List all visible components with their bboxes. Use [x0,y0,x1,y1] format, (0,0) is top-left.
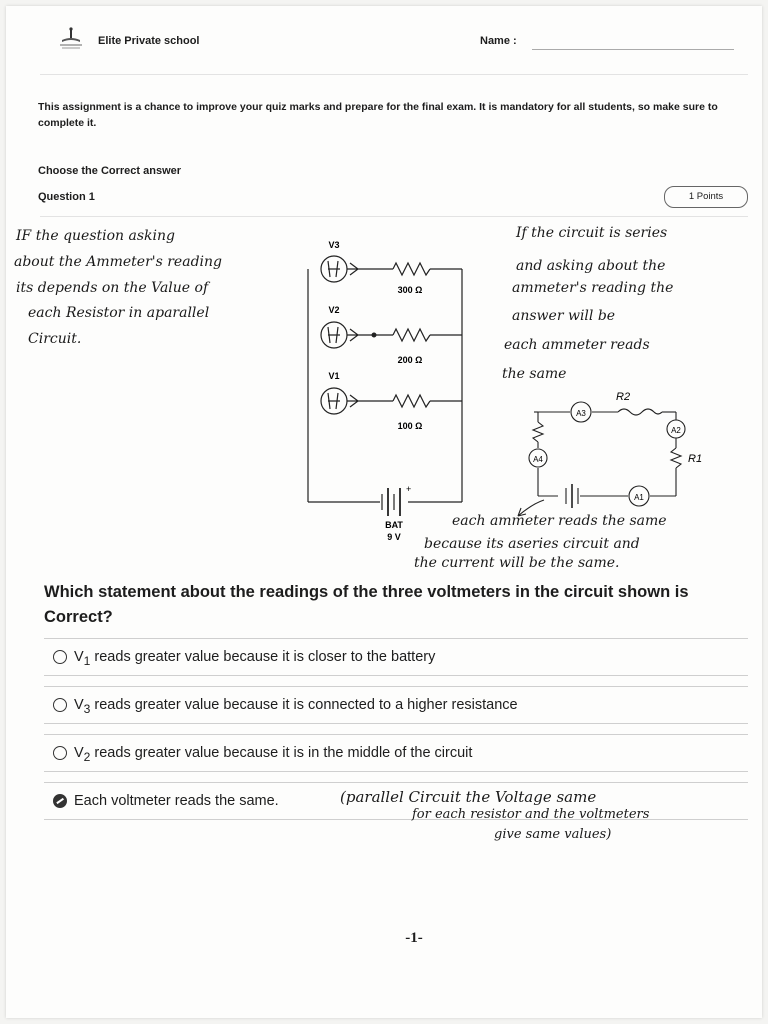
battery-plus-sign: + [406,484,412,494]
voltmeter-label-v1: V1 [328,371,340,381]
handwritten-right-note-line: If the circuit is series [516,225,668,241]
resistor-label-100: 100 Ω [397,421,423,431]
resistor-label-200: 200 Ω [397,355,423,365]
handwritten-answer-note-line: (parallel Circuit the Voltage same [340,788,597,806]
battery-voltage: 9 V [387,532,401,542]
handwritten-right-note-line: ammeter's reading the [512,280,674,296]
handwritten-right-note-line: and asking about the [516,258,666,274]
points-badge: 1 Points [664,186,748,208]
resistor-label-300: 300 Ω [397,285,423,295]
voltmeter-label-v2: V2 [328,305,340,315]
series-circuit-sketch [518,386,718,510]
sketch-label-a2: A2 [671,426,681,435]
page-number: -1- [405,930,423,946]
handwritten-answer-note-line: for each resistor and the voltmeters [412,807,650,822]
answer-option-v2[interactable] [44,734,748,772]
battery-label: BAT [385,520,403,530]
answer-option-v3[interactable] [44,686,748,724]
handwritten-left-note-line: about the Ammeter's reading [14,254,222,270]
handwritten-right-note-line: each ammeter reads [504,337,650,353]
handwritten-bottom-note-line: each ammeter reads the same [452,513,667,529]
name-label: Name : [480,35,517,47]
handwritten-right-note-line: answer will be [512,308,616,324]
handwritten-left-note-line: Circuit. [28,331,82,347]
sketch-label-a4: A4 [533,455,543,464]
radio-button-selected-icon[interactable] [53,794,67,808]
radio-button-icon[interactable] [53,650,67,664]
option-label: Each voltmeter reads the same. [74,793,279,809]
answer-option-v1[interactable] [44,638,748,676]
option-label: $V_3$ reads greater value because it is connected to a higher resistance [74,697,518,716]
radio-button-icon[interactable] [53,746,67,760]
section-title: Choose the Correct answer [38,165,182,177]
question-number: Question 1 [38,191,95,203]
radio-button-icon[interactable] [53,698,67,712]
handwritten-left-note-line: each Resistor in aparallel [28,305,210,321]
parallel-circuit-diagram [290,230,480,550]
handwritten-bottom-note-line: the current will be the same. [414,555,620,571]
handwritten-right-note-line: the same [502,366,567,382]
school-name: Elite Private school [98,35,200,47]
divider [40,74,748,75]
handwritten-left-note-line: its depends on the Value of [16,280,209,296]
voltmeter-label-v3: V3 [328,240,340,250]
sketch-label-r2: R2 [616,391,631,403]
handwritten-bottom-note-line: because its aseries circuit and [424,536,640,552]
handwritten-left-note-line: IF the question asking [16,228,175,244]
intro-text: This assignment is a chance to improve your quiz marks and prepare for the final exam. It is mandatory for all students, so make sure to complete it. [38,101,718,129]
handwritten-answer-note-line: give same values) [494,827,612,842]
divider [40,216,748,217]
question-text: Which statement about the readings of the three voltmeters in the circuit shown is Correct? [44,583,689,626]
school-logo [56,26,86,52]
sketch-label-a1: A1 [634,493,644,502]
name-field-line[interactable] [532,49,734,50]
sketch-label-a3: A3 [576,409,586,418]
option-label: $V_2$ reads greater value because it is in the middle of the circuit [74,745,473,764]
option-label: $V_1$ reads greater value because it is closer to the battery [74,649,436,668]
sketch-label-r1: R1 [688,453,703,465]
